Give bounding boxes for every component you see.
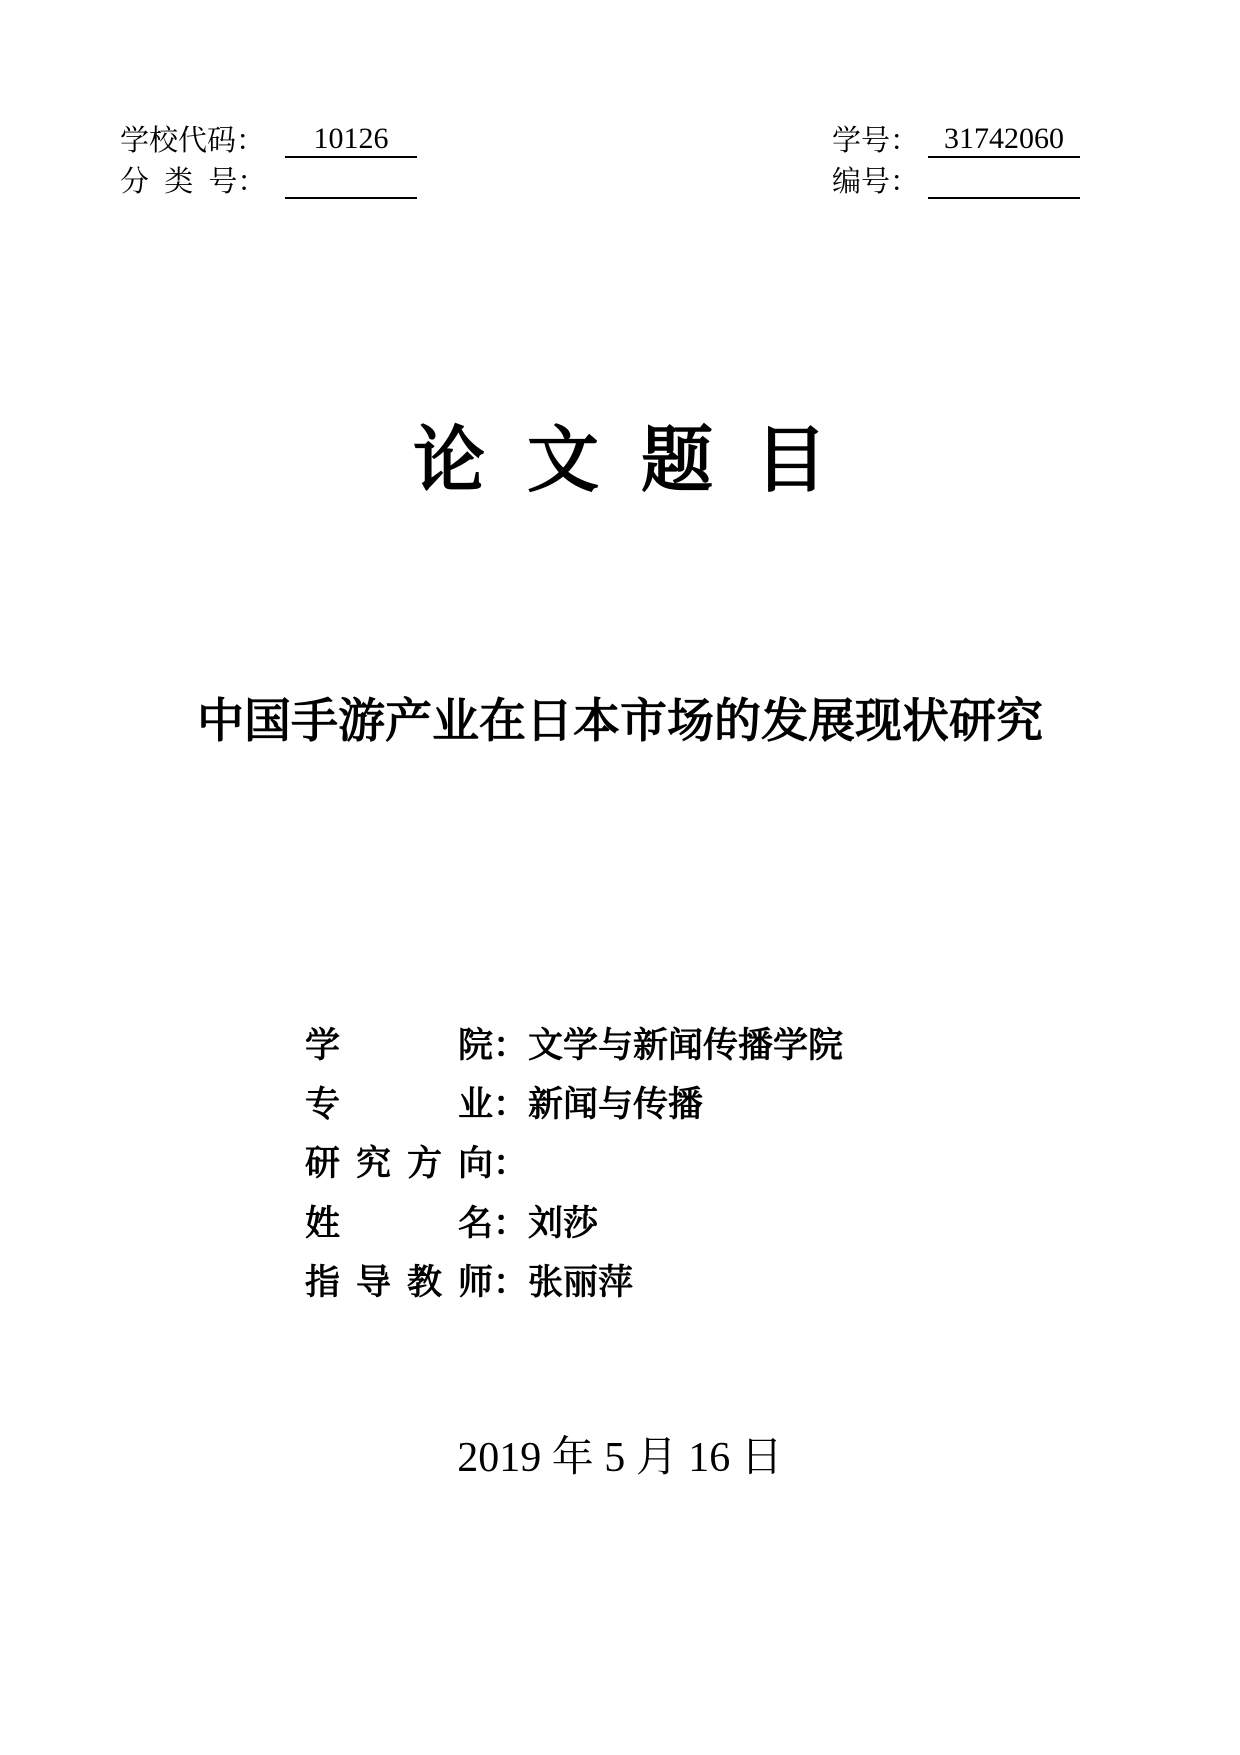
serial-number-label: 编号： [832, 164, 920, 198]
info-value: 张丽萍 [528, 1263, 634, 1303]
info-value: 文学与新闻传播学院 [528, 1026, 844, 1066]
info-colon: ： [493, 1085, 529, 1125]
info-value: 新闻与传播 [528, 1085, 704, 1125]
info-label: 研究方向 [305, 1144, 493, 1184]
student-number-label: 学号： [832, 123, 920, 157]
info-colon: ： [493, 1204, 529, 1244]
serial-number-field [832, 163, 919, 199]
info-row-name [305, 1199, 598, 1249]
serial-number-value [928, 163, 1080, 199]
info-colon: ： [493, 1263, 529, 1303]
info-value: 刘莎 [528, 1204, 599, 1244]
student-number-value: 31742060 [928, 122, 1080, 158]
category-number-field [120, 163, 266, 199]
school-code-field [120, 122, 389, 158]
submission-date: 2019 年 5 月 16 日 [457, 1435, 783, 1481]
info-row-college [305, 1021, 843, 1071]
school-code-value: 10126 [285, 122, 417, 158]
document-heading: 论文题目 [412, 418, 869, 502]
info-colon: ： [493, 1144, 529, 1184]
student-number-field [832, 122, 1064, 158]
info-label: 专业 [305, 1085, 493, 1125]
info-row-research-direction [305, 1139, 528, 1189]
school-code-label: 学校代码： [120, 123, 266, 157]
info-row-major [305, 1080, 703, 1130]
info-label: 姓名 [305, 1204, 493, 1244]
category-number-label: 分 类 号： [120, 164, 267, 198]
info-colon: ： [493, 1026, 529, 1066]
info-row-advisor [305, 1258, 633, 1308]
info-label: 指导教师 [305, 1263, 493, 1303]
info-label: 学院 [305, 1026, 493, 1066]
category-number-value [285, 163, 417, 199]
thesis-title: 中国手游产业在日本市场的发展现状研究 [197, 694, 1043, 749]
